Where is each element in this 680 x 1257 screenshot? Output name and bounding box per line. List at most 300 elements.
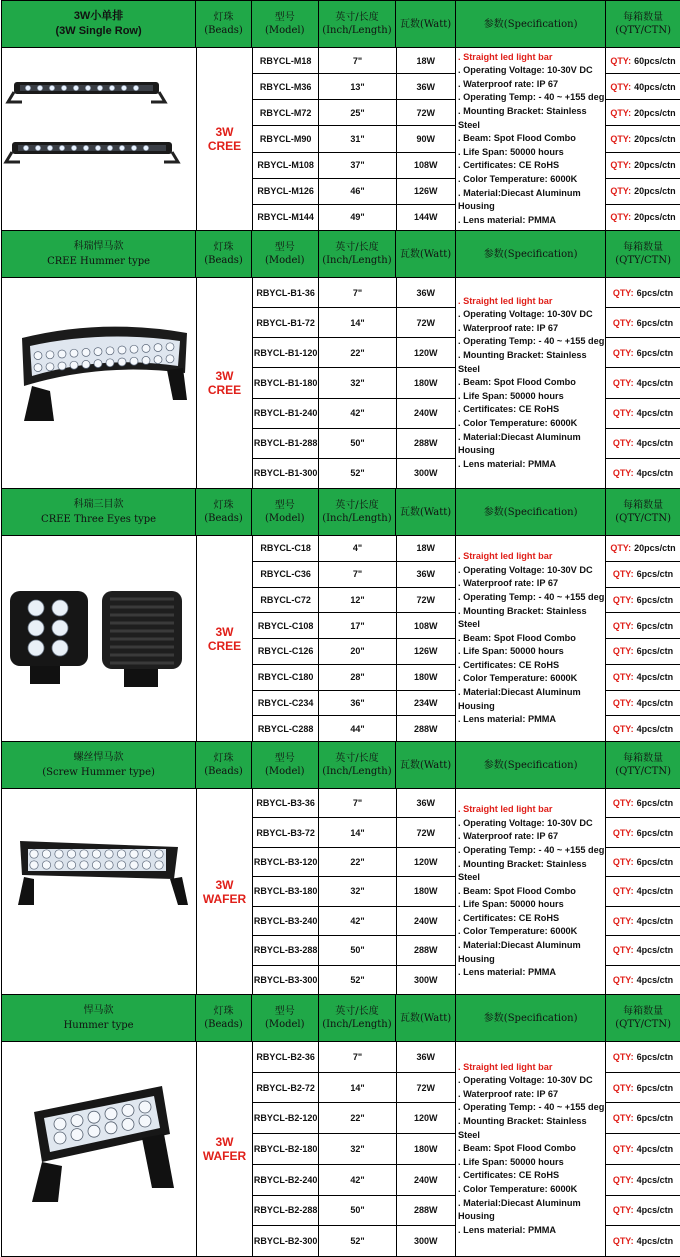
section-title-line: 科瑞三目款 — [73, 499, 124, 510]
model-cell: RBYCL-M108 — [253, 153, 319, 178]
watt-cell: 36W — [416, 798, 436, 809]
led-lens — [133, 85, 138, 90]
section-header — [2, 995, 680, 1042]
column-header-line: 参数(Specification) — [483, 18, 578, 30]
qty-value: 60pcs/ctn — [634, 55, 676, 66]
led-lens — [106, 359, 114, 367]
watt-cell: 36W — [416, 1051, 436, 1062]
inch-cell: 44" — [319, 716, 396, 741]
qty-value: 40pcs/ctn — [634, 81, 676, 92]
qty-value: 4pcs/ctn — [636, 945, 674, 956]
watt-cell: 72W — [416, 594, 436, 605]
column-header-line: (Inch/Length) — [322, 513, 392, 524]
qty-label: QTY: — [612, 798, 634, 809]
model-cell: RBYCL-B3-72 — [253, 818, 319, 846]
spec-item: . Operating Voltage: 10-30V DC — [458, 817, 593, 828]
column-header-line: (Beads) — [204, 255, 243, 266]
led-lens — [59, 145, 64, 150]
model-cell: RBYCL-B1-300 — [253, 459, 319, 488]
led-lens — [71, 1115, 83, 1127]
beads-type — [197, 1042, 253, 1256]
column-header-line: 每箱数量 — [623, 1006, 664, 1017]
qty-cell — [606, 1042, 680, 1073]
qty-cell — [606, 179, 680, 205]
section-title — [2, 742, 196, 788]
led-lens — [37, 85, 42, 90]
model-cell: RBYCL-M126 — [253, 179, 319, 204]
specification-cell — [456, 1042, 606, 1256]
table-row — [253, 205, 455, 230]
model-rows — [253, 536, 456, 741]
three-eyes-pods-image — [2, 536, 196, 741]
column-header-line: 灯珠 — [213, 1006, 234, 1017]
led-lens — [70, 349, 78, 357]
watt-cell: 240W — [414, 408, 438, 419]
qty-value: 6pcs/ctn — [636, 857, 674, 868]
qty-value: 6pcs/ctn — [636, 1051, 674, 1062]
model-rows — [253, 48, 456, 230]
watt-cell: 180W — [414, 377, 438, 388]
spec-item: . Lens material: PMMA — [458, 214, 557, 225]
led-lens — [71, 1129, 83, 1141]
qty-value: 4pcs/ctn — [636, 886, 674, 897]
watt-cell: 126W — [414, 646, 438, 657]
model-cell: RBYCL-C18 — [253, 536, 319, 561]
led-lens — [28, 640, 44, 656]
column-header-line: 英寸/长度 — [335, 753, 379, 764]
column-header-watt — [396, 1, 456, 47]
qty-column — [606, 1042, 680, 1256]
watt-cell: 126W — [414, 186, 438, 197]
product-photo — [2, 48, 197, 230]
qty-label: QTY: — [612, 594, 634, 605]
qty-label: QTY: — [612, 857, 634, 868]
beads-line: 3W — [215, 125, 234, 139]
model-cell: RBYCL-B3-240 — [253, 907, 319, 935]
qty-value: 6pcs/ctn — [636, 798, 674, 809]
inch-cell: 14" — [319, 308, 396, 337]
led-lens — [143, 145, 148, 150]
inch-cell: 32" — [319, 1134, 396, 1164]
table-row — [253, 665, 455, 691]
led-lens — [105, 1122, 117, 1134]
column-header-line: 型号 — [274, 753, 295, 764]
watt-cell: 288W — [414, 438, 438, 449]
column-header-spec — [456, 995, 606, 1041]
table-row — [253, 848, 455, 877]
spec-item: . Waterproof rate: IP 67 — [458, 78, 559, 89]
column-header-line: 灯珠 — [213, 753, 234, 764]
qty-value: 20pcs/ctn — [634, 107, 676, 118]
inch-cell: 12" — [319, 588, 396, 613]
product-section — [2, 742, 680, 995]
led-lens — [52, 640, 68, 656]
led-lens — [35, 145, 40, 150]
column-header-spec — [456, 231, 606, 277]
qty-label: QTY: — [610, 212, 632, 223]
qty-label: QTY: — [612, 1082, 634, 1093]
qty-label: QTY: — [610, 543, 632, 554]
column-header-beads — [196, 742, 252, 788]
spec-item: . Certificates: CE RoHS — [458, 659, 560, 670]
watt-cell: 18W — [416, 55, 436, 66]
model-cell: RBYCL-C126 — [253, 639, 319, 664]
inch-cell: 17" — [319, 613, 396, 638]
column-header-line: (Inch/Length) — [322, 766, 392, 777]
spec-item-highlight: . Straight led light bar — [458, 1061, 553, 1072]
model-cell: RBYCL-B2-120 — [253, 1103, 319, 1133]
led-lens — [34, 352, 42, 360]
qty-cell — [606, 429, 680, 459]
qty-label: QTY: — [612, 438, 634, 449]
qty-cell — [606, 459, 680, 488]
led-lens — [25, 85, 30, 90]
model-cell: RBYCL-M36 — [253, 74, 319, 99]
watt-cell: 288W — [414, 945, 438, 956]
led-lens — [130, 357, 138, 365]
qty-cell — [606, 100, 680, 126]
column-header-line: (Model) — [264, 513, 305, 524]
qty-cell — [606, 1134, 680, 1165]
led-lens — [109, 85, 114, 90]
qty-cell — [606, 966, 680, 994]
qty-value: 6pcs/ctn — [636, 1113, 674, 1124]
column-header-beads — [196, 995, 252, 1041]
model-cell: RBYCL-C180 — [253, 665, 319, 690]
led-lens — [121, 85, 126, 90]
qty-label: QTY: — [612, 1113, 634, 1124]
led-lens — [97, 85, 102, 90]
led-lens — [30, 850, 38, 858]
led-lens — [155, 861, 163, 869]
qty-value: 4pcs/ctn — [636, 915, 674, 926]
spec-item: . Color Temperature: 6000K — [458, 1183, 578, 1194]
led-lens — [82, 348, 90, 356]
inch-cell: 50" — [319, 936, 396, 964]
column-header-watt — [396, 742, 456, 788]
inch-cell: 37" — [319, 153, 396, 178]
column-header-line: 每箱数量 — [623, 242, 664, 253]
spec-item: . Beam: Spot Flood Combo — [458, 1143, 576, 1154]
led-lens — [122, 1118, 134, 1130]
beads-label — [208, 125, 241, 153]
column-header-beads — [196, 231, 252, 277]
specification-cell — [456, 789, 606, 994]
model-cell: RBYCL-C234 — [253, 691, 319, 716]
column-header-line: (Model) — [264, 255, 305, 266]
column-header-line: (Model) — [264, 1019, 305, 1030]
product-section — [2, 995, 680, 1257]
qty-label: QTY: — [610, 81, 632, 92]
led-lens — [105, 850, 113, 858]
led-lens — [166, 355, 174, 363]
inch-cell: 25" — [319, 100, 396, 125]
model-cell: RBYCL-B3-288 — [253, 936, 319, 964]
led-lens — [139, 1115, 151, 1127]
led-lens — [142, 850, 150, 858]
qty-value: 6pcs/ctn — [636, 569, 674, 580]
watt-cell: 72W — [416, 107, 436, 118]
column-header-inch — [319, 995, 397, 1041]
watt-cell: 288W — [414, 723, 438, 734]
beads-line: CREE — [207, 383, 242, 397]
qty-label: QTY: — [612, 915, 634, 926]
qty-cell — [606, 126, 680, 152]
column-header-line: (QTY/CTN) — [615, 255, 671, 266]
qty-label: QTY: — [612, 377, 634, 388]
qty-label: QTY: — [610, 186, 632, 197]
column-header-qty — [606, 1, 680, 47]
column-header-inch — [319, 231, 397, 277]
qty-label: QTY: — [610, 133, 632, 144]
led-lens — [54, 1132, 66, 1144]
spec-item: . Operating Voltage: 10-30V DC — [458, 1075, 593, 1086]
watt-cell: 180W — [414, 886, 438, 897]
model-rows — [253, 789, 456, 994]
section-title-line: 螺丝悍马款 — [73, 752, 124, 763]
product-photo — [2, 789, 197, 994]
qty-value: 4pcs/ctn — [636, 1236, 674, 1247]
watt-cell: 72W — [416, 827, 436, 838]
column-header-line: (QTY/CTN) — [615, 25, 671, 36]
model-cell: RBYCL-B3-120 — [253, 848, 319, 876]
spec-item: . Mounting Bracket: Stainless Steel — [458, 605, 587, 630]
model-cell: RBYCL-B2-288 — [253, 1196, 319, 1226]
watt-cell: 108W — [414, 620, 438, 631]
qty-value: 4pcs/ctn — [636, 672, 674, 683]
table-row — [253, 562, 455, 588]
spec-item: . Beam: Spot Flood Combo — [458, 377, 576, 388]
spec-item: . Beam: Spot Flood Combo — [458, 632, 576, 643]
column-header-model — [252, 1, 319, 47]
inch-cell: 7" — [319, 48, 396, 73]
spec-item: . Lens material: PMMA — [458, 458, 557, 469]
section-body — [2, 789, 680, 995]
inch-cell: 20" — [319, 639, 396, 664]
column-header-line: 瓦数(Watt) — [400, 506, 452, 518]
section-header — [2, 1, 680, 48]
qty-cell — [606, 665, 680, 691]
spec-item: . Operating Temp: - 40 ~ +155 deg — [458, 844, 605, 855]
product-photo — [2, 1042, 197, 1256]
model-cell: RBYCL-B2-180 — [253, 1134, 319, 1164]
led-lens — [49, 85, 54, 90]
led-lens — [142, 356, 150, 364]
beads-line: 3W — [215, 624, 234, 639]
led-lens — [154, 344, 162, 352]
led-lens — [83, 145, 88, 150]
qty-value: 6pcs/ctn — [636, 317, 674, 328]
column-header-model — [252, 489, 319, 535]
qty-label: QTY: — [612, 347, 634, 358]
product-spec-sheet — [1, 0, 680, 1257]
beads-line: 3W — [215, 1135, 234, 1149]
table-row — [253, 429, 455, 459]
qty-cell — [606, 1073, 680, 1104]
beads-type — [197, 278, 253, 488]
column-header-spec — [456, 1, 606, 47]
led-lens — [80, 850, 88, 858]
led-lens — [119, 145, 124, 150]
spec-item: . Lens material: PMMA — [458, 967, 557, 978]
section-title-line: 悍马款 — [83, 1005, 114, 1016]
qty-value: 4pcs/ctn — [636, 697, 674, 708]
column-header-line: 英寸/长度 — [335, 242, 379, 253]
spec-item: . Operating Voltage: 10-30V DC — [458, 564, 593, 575]
column-header-beads — [196, 1, 252, 47]
inch-cell: 7" — [319, 562, 396, 587]
qty-column — [606, 789, 680, 994]
model-cell: RBYCL-B2-300 — [253, 1226, 319, 1256]
column-header-watt — [396, 489, 456, 535]
model-cell: RBYCL-M72 — [253, 100, 319, 125]
column-header-spec — [456, 742, 606, 788]
qty-value: 20pcs/ctn — [634, 212, 676, 223]
table-row — [253, 278, 455, 308]
specification-list — [458, 51, 605, 228]
inch-cell: 49" — [319, 205, 396, 230]
qty-cell — [606, 74, 680, 100]
led-lens — [82, 360, 90, 368]
column-header-line: 瓦数(Watt) — [400, 1012, 452, 1024]
spec-item: . Color Temperature: 6000K — [458, 417, 578, 428]
table-row — [253, 639, 455, 665]
qty-column — [606, 278, 680, 488]
column-header-watt — [396, 995, 456, 1041]
section-body — [2, 278, 680, 489]
spec-item: . Operating Voltage: 10-30V DC — [458, 65, 593, 76]
qty-cell — [606, 153, 680, 179]
qty-label: QTY: — [612, 408, 634, 419]
inch-cell: 7" — [319, 1042, 396, 1072]
model-cell: RBYCL-M90 — [253, 126, 319, 151]
column-header-qty — [606, 489, 680, 535]
inch-cell: 52" — [319, 459, 396, 488]
spec-item: . Life Span: 50000 hours — [458, 146, 564, 157]
beads-line: 3W — [215, 877, 234, 892]
model-cell: RBYCL-B3-180 — [253, 877, 319, 905]
inch-cell: 22" — [319, 848, 396, 876]
qty-cell — [606, 562, 680, 588]
qty-cell — [606, 368, 680, 398]
led-lens — [117, 861, 125, 869]
section-title-line: Hummer type — [63, 1020, 134, 1031]
led-lens — [105, 1108, 117, 1120]
qty-label: QTY: — [610, 107, 632, 118]
led-lens — [122, 1104, 134, 1116]
qty-cell — [606, 1226, 680, 1256]
section-title-line: CREE Three Eyes type — [41, 514, 157, 525]
model-cell: RBYCL-B1-120 — [253, 338, 319, 367]
qty-label: QTY: — [612, 886, 634, 897]
column-header-spec — [456, 489, 606, 535]
spec-item: . Certificates: CE RoHS — [458, 912, 560, 923]
watt-cell: 120W — [414, 1113, 438, 1124]
column-header-line: (QTY/CTN) — [615, 513, 671, 524]
qty-value: 4pcs/ctn — [636, 468, 674, 479]
watt-cell: 300W — [414, 974, 438, 985]
led-lens — [58, 362, 66, 370]
qty-label: QTY: — [612, 1144, 634, 1155]
product-photo — [2, 278, 197, 488]
qty-cell — [606, 48, 680, 74]
beads-label — [203, 878, 246, 906]
spec-item: . Material:Diecast Aluminum Housing — [458, 1197, 581, 1222]
qty-label: QTY: — [612, 287, 634, 298]
table-row — [253, 716, 455, 741]
inch-cell: 31" — [319, 126, 396, 151]
qty-label: QTY: — [612, 945, 634, 956]
watt-cell: 144W — [414, 212, 438, 223]
qty-cell — [606, 588, 680, 614]
qty-label: QTY: — [612, 620, 634, 631]
led-lens — [142, 344, 150, 352]
qty-label: QTY: — [612, 697, 634, 708]
inch-cell: 14" — [319, 818, 396, 846]
column-header-line: 灯珠 — [213, 242, 234, 253]
column-header-inch — [319, 742, 397, 788]
specification-cell — [456, 536, 606, 741]
section-body — [2, 1042, 680, 1257]
spec-item: . Waterproof rate: IP 67 — [458, 1088, 559, 1099]
specification-cell — [456, 278, 606, 488]
watt-cell: 240W — [414, 915, 438, 926]
qty-value: 6pcs/ctn — [636, 620, 674, 631]
inch-cell: 42" — [319, 399, 396, 428]
led-lens — [118, 346, 126, 354]
led-lens — [42, 861, 50, 869]
led-lens — [46, 363, 54, 371]
model-cell: RBYCL-C288 — [253, 716, 319, 741]
led-lens — [80, 861, 88, 869]
led-lens — [85, 85, 90, 90]
qty-cell — [606, 818, 680, 847]
spec-item: . Beam: Spot Flood Combo — [458, 885, 576, 896]
table-row — [253, 1103, 455, 1134]
spec-item: . Life Span: 50000 hours — [458, 646, 564, 657]
spec-item: . Color Temperature: 6000K — [458, 673, 578, 684]
spec-item: . Waterproof rate: IP 67 — [458, 322, 559, 333]
qty-value: 4pcs/ctn — [636, 1144, 674, 1155]
led-lens — [52, 600, 68, 616]
column-header-line: 参数(Specification) — [483, 1012, 578, 1024]
qty-value: 4pcs/ctn — [636, 1174, 674, 1185]
led-lens — [92, 861, 100, 869]
led-lens — [166, 343, 174, 351]
led-lens — [92, 850, 100, 858]
qty-label: QTY: — [612, 827, 634, 838]
qty-value: 20pcs/ctn — [634, 160, 676, 171]
qty-label: QTY: — [612, 723, 634, 734]
beads-label — [208, 625, 241, 653]
table-row — [253, 308, 455, 338]
watt-cell: 36W — [416, 569, 436, 580]
model-cell: RBYCL-M144 — [253, 205, 319, 230]
watt-cell: 36W — [416, 81, 436, 92]
model-cell: RBYCL-B1-288 — [253, 429, 319, 458]
table-row — [253, 399, 455, 429]
table-row — [253, 691, 455, 717]
column-header-model — [252, 231, 319, 277]
section-header — [2, 742, 680, 789]
inch-cell: 46" — [319, 179, 396, 204]
qty-cell — [606, 399, 680, 429]
watt-cell: 300W — [414, 1236, 438, 1247]
qty-value: 4pcs/ctn — [636, 408, 674, 419]
spec-item: . Mounting Bracket: Stainless Steel — [458, 106, 587, 130]
led-lens — [117, 850, 125, 858]
qty-cell — [606, 338, 680, 368]
